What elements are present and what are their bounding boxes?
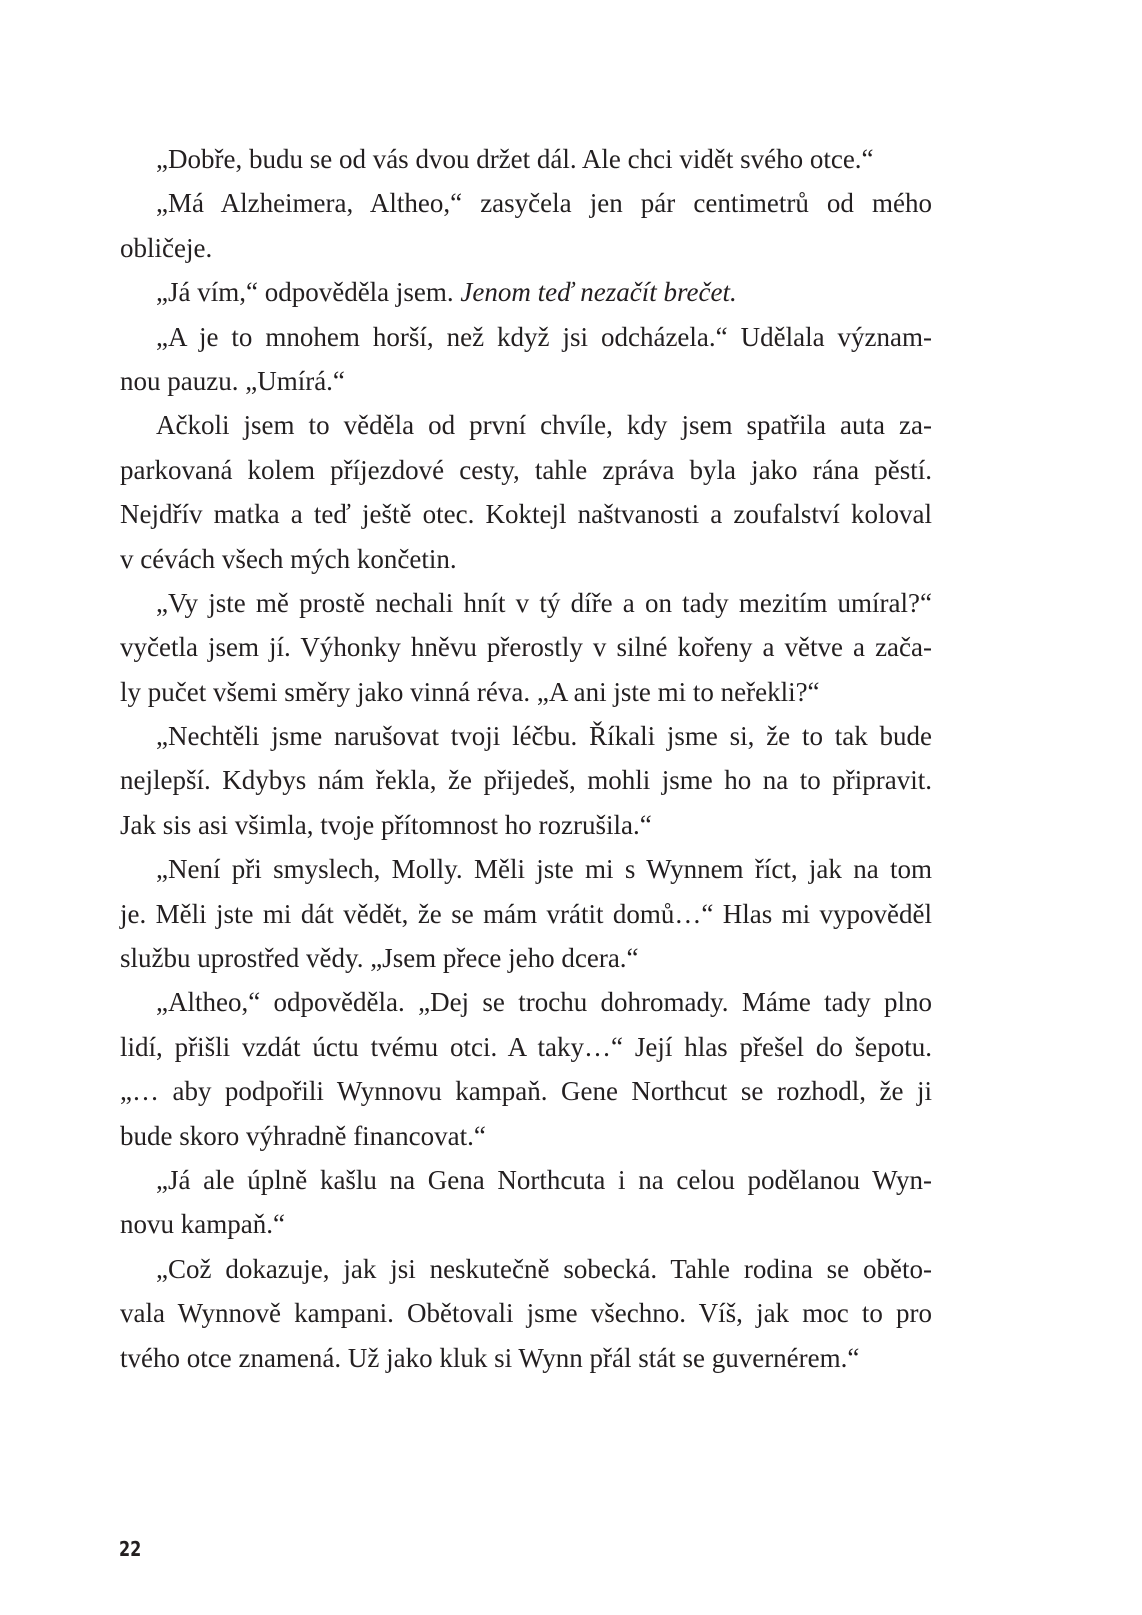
italic-thought: Jenom teď nezačít brečet. [460,277,737,308]
text-line: v cévách všech mých končetin. [120,543,457,574]
text-line: je. Měli jste mi dát vědět, že se mám vrátit domů…“ Hlas mi vypověděl [120,898,932,929]
page-number: 22 [119,1537,142,1561]
dialogue-text: „Já vím,“ odpověděla jsem. [156,277,454,308]
text-line [120,270,932,314]
text-line: novu kampaň.“ [120,1209,285,1240]
text-line: „Vy jste mě prostě nechali hnít v tý díře a on tady mezitím umíral?“ [156,587,932,618]
text-line: ly pučet všemi směry jako vinná réva. „A ani jste mi to neřekli?“ [120,676,820,707]
text-line: Jak sis asi všimla, tvoje přítomnost ho rozrušila.“ [120,809,652,840]
text-line: službu uprostřed vědy. „Jsem přece jeho dcera.“ [120,943,639,974]
text-line: „… aby podpořili Wynnovu kampaň. Gene Northcut se rozhodl, že ji [120,1076,932,1107]
text-line: „A je to mnohem horší, než když jsi odcházela.“ Udělala význam- [156,321,932,352]
text-line: „Má Alzheimera, Altheo,“ zasyčela jen pár centimetrů od mého [156,188,932,219]
text-line: vyčetla jsem jí. Výhonky hněvu přerostly v silné kořeny a větve a zača- [120,632,932,663]
text-line: vala Wynnově kampani. Obětovali jsme všechno. Víš, jak moc to pro [120,1298,932,1329]
text-line: obličeje. [120,232,213,263]
text-line: „Což dokazuje, jak jsi neskutečně sobecká. Tahle rodina se oběto- [156,1253,932,1284]
body-text [120,137,932,1380]
text-line: „Altheo,“ odpověděla. „Dej se trochu dohromady. Máme tady plno [156,987,932,1018]
text-line: „Nechtěli jsme narušovat tvoji léčbu. Říkali jsme si, že to tak bude [156,721,932,752]
text-line: parkovaná kolem příjezdové cesty, tahle zpráva byla jako rána pěstí. [120,454,932,485]
text-line: „Já ale úplně kašlu na Gena Northcuta i na celou podělanou Wyn- [156,1164,932,1195]
text-line: „Dobře, budu se od vás dvou držet dál. Ale chci vidět svého otce.“ [156,144,874,174]
text-line: Ačkoli jsem to věděla od první chvíle, kdy jsem spatřila auta za- [156,410,932,441]
text-line: „Není při smyslech, Molly. Měli jste mi s Wynnem říct, jak na tom [156,854,932,885]
text-line: bude skoro výhradně financovat.“ [120,1120,486,1151]
text-line: tvého otce znamená. Už jako kluk si Wynn přál stát se guvernérem.“ [120,1342,860,1373]
text-line: Nejdřív matka a teď ještě otec. Koktejl naštvanosti a zoufalství koloval [120,499,932,530]
text-line: nou pauzu. „Umírá.“ [120,365,345,396]
text-line: lidí, přišli vzdát úctu tvému otci. A taky…“ Její hlas přešel do šepotu. [120,1031,932,1062]
text-line: nejlepší. Kdybys nám řekla, že přijedeš, mohli jsme ho na to připravit. [120,765,932,796]
